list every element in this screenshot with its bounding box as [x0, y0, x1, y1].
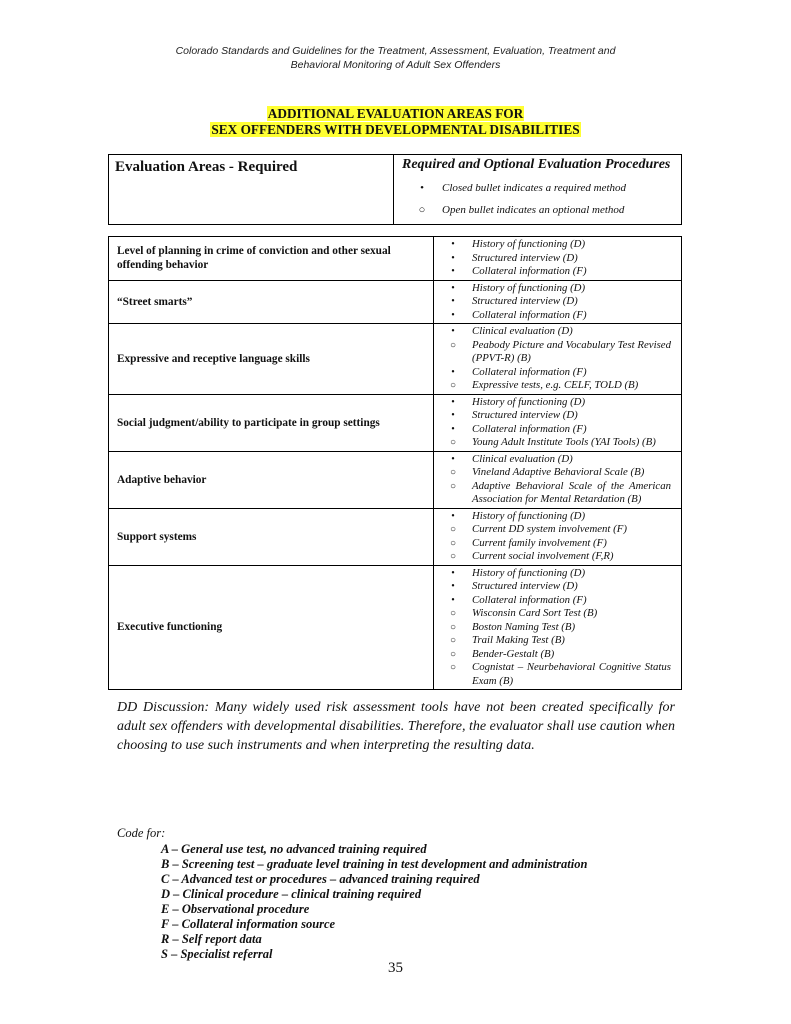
- method-item: [434, 325, 677, 339]
- code-item: D – Clinical procedure – clinical training required: [161, 887, 422, 901]
- method-item: [434, 282, 677, 296]
- closed-bullet-icon: •: [451, 581, 455, 592]
- legend-right-header: Required and Optional Evaluation Procedures: [402, 157, 671, 172]
- legend-closed-text: Closed bullet indicates a required method: [442, 182, 627, 194]
- method-text: Trail Making Test (B): [472, 634, 565, 646]
- open-bullet-icon: ○: [449, 437, 457, 448]
- area-row: [109, 451, 682, 508]
- method-item: [434, 537, 677, 551]
- legend-closed-row: [402, 177, 673, 199]
- code-item: S – Specialist referral: [161, 947, 273, 961]
- method-text: Collateral information (F): [472, 265, 587, 277]
- method-item: [434, 567, 677, 581]
- method-text: Clinical evaluation (D): [472, 325, 573, 337]
- open-bullet-icon: ○: [449, 537, 457, 549]
- code-item: E – Observational procedure: [161, 902, 310, 916]
- evaluation-areas-table: [108, 236, 682, 690]
- area-name: Level of planning in crime of conviction and other sexual offending behavior: [109, 237, 434, 281]
- closed-bullet-icon: •: [451, 567, 455, 579]
- method-item: [434, 396, 677, 410]
- method-text: Vineland Adaptive Behavioral Scale (B): [472, 466, 645, 478]
- area-row: [109, 394, 682, 451]
- legend-open-text: Open bullet indicates an optional method: [442, 204, 625, 216]
- closed-bullet-icon: •: [451, 252, 455, 264]
- open-bullet-icon: ○: [449, 648, 457, 660]
- open-bullet-icon: ○: [449, 467, 457, 478]
- code-item: B – Screening test – graduate level training in test development and administration: [161, 857, 588, 871]
- closed-bullet-icon: •: [451, 239, 455, 250]
- open-bullet-icon: ○: [449, 662, 457, 673]
- closed-bullet-icon: •: [451, 510, 455, 522]
- open-bullet-icon: ○: [418, 204, 426, 216]
- method-text: Collateral information (F): [472, 593, 587, 606]
- code-item: A – General use test, no advanced training required: [161, 842, 427, 856]
- method-item: [434, 423, 677, 437]
- code-item: R – Self report data: [161, 932, 262, 946]
- area-methods: [434, 508, 682, 565]
- area-methods: [434, 565, 682, 690]
- method-text: History of functioning (D): [472, 566, 586, 579]
- code-legend: [117, 826, 587, 962]
- method-item: [434, 295, 677, 309]
- area-name: Executive functioning: [109, 565, 434, 690]
- closed-bullet-icon: •: [451, 366, 455, 378]
- open-bullet-icon: ○: [449, 380, 457, 391]
- method-item: [434, 621, 677, 635]
- open-bullet-icon: ○: [449, 480, 457, 492]
- method-text: Collateral information (F): [472, 365, 587, 378]
- open-bullet-icon: ○: [449, 551, 457, 562]
- method-item: [434, 580, 677, 594]
- closed-bullet-icon: •: [451, 396, 455, 408]
- method-item: [434, 265, 677, 279]
- method-item: [434, 661, 677, 688]
- method-text: Adaptive Behavioral Scale of the American Association for Mental Retardation (B): [472, 479, 671, 505]
- closed-bullet-icon: •: [451, 309, 455, 321]
- area-name: “Street smarts”: [109, 280, 434, 324]
- running-header: [0, 45, 791, 72]
- code-heading: Code for:: [117, 826, 166, 840]
- code-item: C – Advanced test or procedures – advanced training required: [161, 872, 480, 886]
- method-text: Structured interview (D): [472, 295, 578, 307]
- method-text: Cognistat – Neurbehavioral Cognitive Status Exam (B): [472, 661, 671, 687]
- method-item: [434, 379, 677, 393]
- open-bullet-icon: ○: [449, 524, 457, 535]
- method-text: Collateral information (F): [472, 422, 587, 435]
- open-bullet-icon: ○: [449, 621, 457, 633]
- area-row: [109, 280, 682, 324]
- method-text: Young Adult Institute Tools (YAI Tools) (B): [472, 436, 656, 448]
- method-text: Current DD system involvement (F): [472, 523, 627, 535]
- running-header-line-2: Behavioral Monitoring of Adult Sex Offenders: [290, 58, 501, 71]
- method-item: [434, 523, 677, 537]
- method-item: [434, 453, 677, 467]
- legend-right-cell: [394, 155, 682, 225]
- method-text: Clinical evaluation (D): [472, 452, 573, 465]
- method-text: Current family involvement (F): [472, 536, 607, 549]
- area-methods: [434, 280, 682, 324]
- method-item: [434, 510, 677, 524]
- area-row: [109, 237, 682, 281]
- method-text: History of functioning (D): [472, 238, 586, 250]
- method-item: [434, 648, 677, 662]
- legend-left-header: Evaluation Areas - Required: [109, 155, 394, 225]
- method-item: [434, 550, 677, 564]
- method-item: [434, 309, 677, 323]
- method-text: Structured interview (D): [472, 409, 578, 421]
- method-item: [434, 409, 677, 423]
- method-item: [434, 436, 677, 450]
- open-bullet-icon: ○: [449, 339, 457, 351]
- legend-open-row: [402, 199, 673, 221]
- area-methods: [434, 324, 682, 395]
- closed-bullet-icon: •: [451, 594, 455, 606]
- section-title: [0, 106, 791, 138]
- page-number: 35: [388, 960, 403, 976]
- area-row: [109, 508, 682, 565]
- closed-bullet-icon: •: [451, 282, 455, 294]
- method-text: History of functioning (D): [472, 395, 586, 408]
- method-text: Structured interview (D): [472, 251, 578, 264]
- method-text: History of functioning (D): [472, 281, 586, 294]
- method-text: Bender-Gestalt (B): [472, 647, 555, 660]
- running-header-line-1: Colorado Standards and Guidelines for the Treatment, Assessment, Evaluation, Treatment and: [175, 45, 616, 57]
- method-text: Boston Naming Test (B): [472, 620, 576, 633]
- method-item: [434, 607, 677, 621]
- area-methods: [434, 237, 682, 281]
- method-item: [434, 238, 677, 252]
- closed-bullet-icon: •: [451, 266, 455, 277]
- area-methods: [434, 451, 682, 508]
- closed-bullet-icon: •: [451, 326, 455, 337]
- open-bullet-icon: ○: [449, 635, 457, 646]
- method-text: Current social involvement (F,R): [472, 550, 614, 562]
- open-bullet-icon: ○: [449, 608, 457, 619]
- method-item: [434, 366, 677, 380]
- area-methods: [434, 394, 682, 451]
- method-item: [434, 594, 677, 608]
- method-item: [434, 466, 677, 480]
- area-name: Support systems: [109, 508, 434, 565]
- section-title-line-2: SEX OFFENDERS WITH DEVELOPMENTAL DISABILITIES: [211, 122, 580, 137]
- section-title-line-1: ADDITIONAL EVALUATION AREAS FOR: [267, 106, 524, 121]
- code-item: F – Collateral information source: [161, 917, 336, 931]
- method-text: Collateral information (F): [472, 308, 587, 321]
- closed-bullet-icon: •: [420, 182, 424, 194]
- legend-table: [108, 154, 682, 225]
- area-row: [109, 565, 682, 690]
- method-text: Wisconsin Card Sort Test (B): [472, 607, 598, 619]
- method-item: [434, 480, 677, 507]
- method-item: [434, 252, 677, 266]
- dd-discussion: DD Discussion: Many widely used risk assessment tools have not been created specifically for adult sex offenders with developmental disabilities. Therefore, the evaluator shall use caution when choosing to use such instruments and when interpreting the resulting data.: [117, 700, 675, 753]
- closed-bullet-icon: •: [451, 410, 455, 421]
- closed-bullet-icon: •: [451, 423, 455, 435]
- closed-bullet-icon: •: [451, 453, 455, 465]
- method-item: [434, 634, 677, 648]
- method-text: Peabody Picture and Vocabulary Test Revised (PPVT-R) (B): [472, 338, 671, 364]
- method-item: [434, 339, 677, 366]
- area-row: [109, 324, 682, 395]
- method-text: Expressive tests, e.g. CELF, TOLD (B): [472, 379, 639, 391]
- method-text: History of functioning (D): [472, 509, 586, 522]
- area-name: Social judgment/ability to participate in group settings: [109, 394, 434, 451]
- method-text: Structured interview (D): [472, 580, 578, 592]
- area-name: Adaptive behavior: [109, 451, 434, 508]
- closed-bullet-icon: •: [451, 296, 455, 307]
- area-name: Expressive and receptive language skills: [109, 324, 434, 395]
